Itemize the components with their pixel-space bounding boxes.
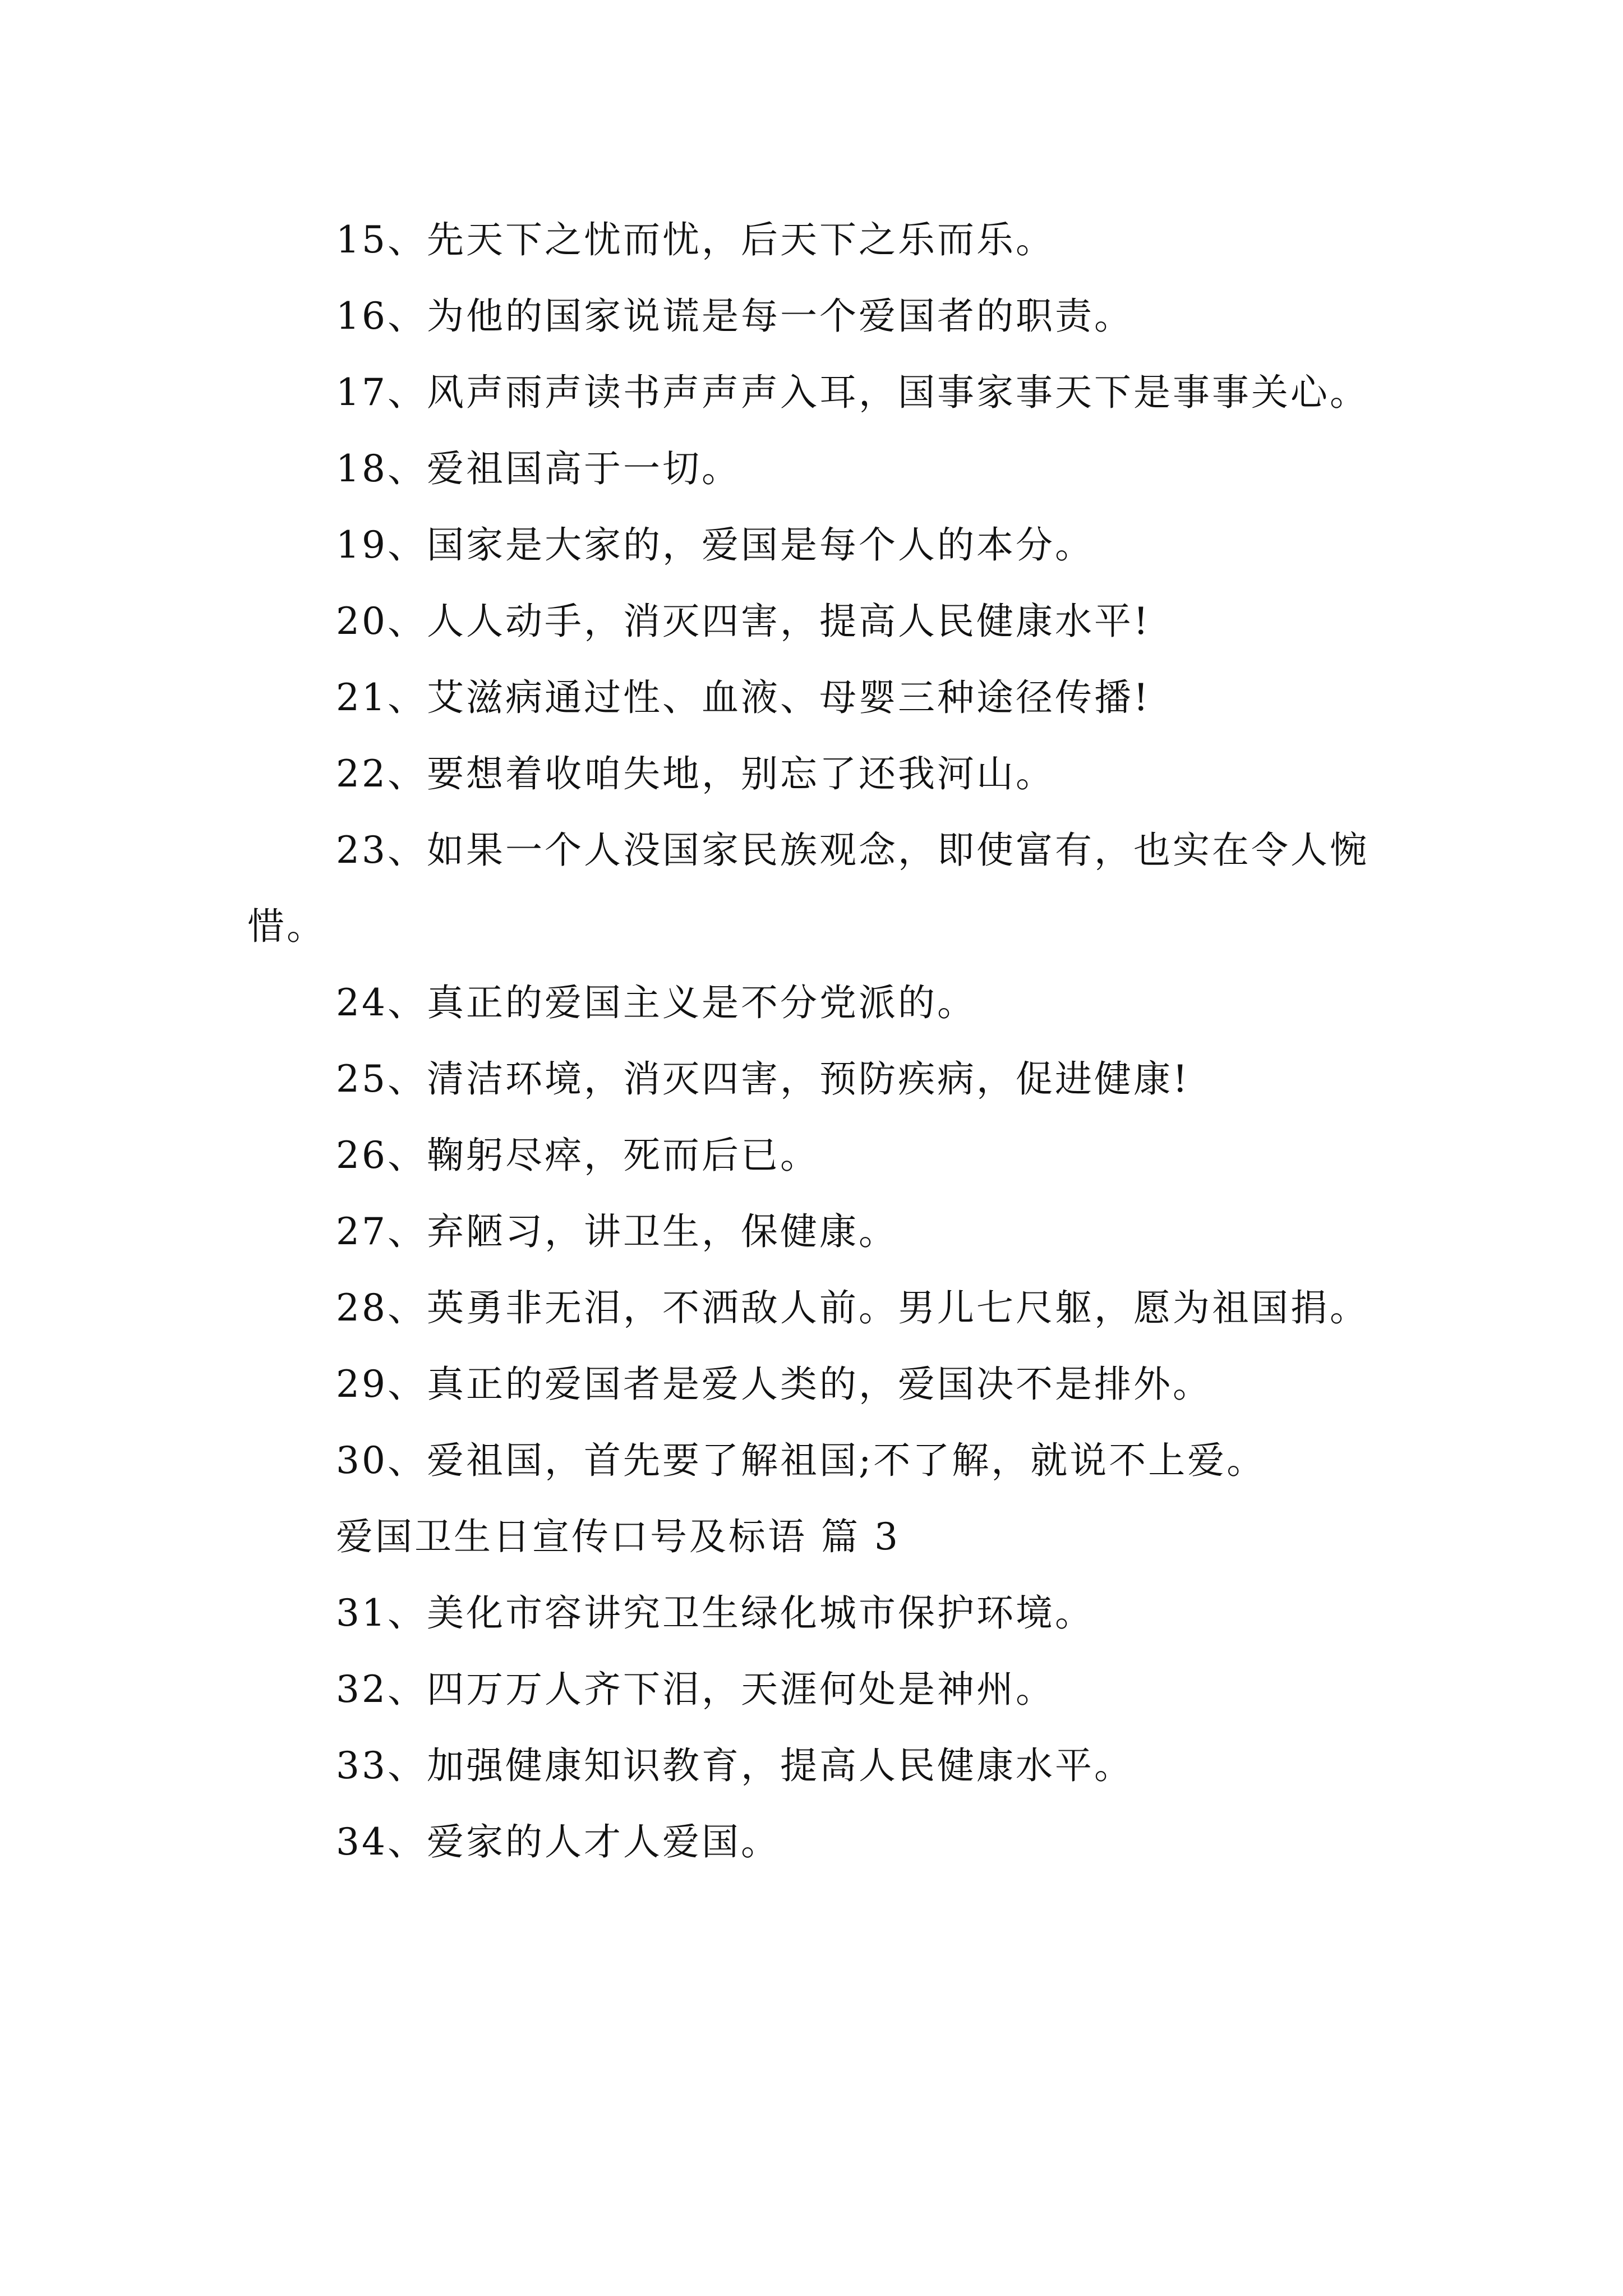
slogan-20: 20、人人动手，消灭四害，提高人民健康水平! (336, 600, 1151, 643)
slogan-19: 19、国家是大家的，爱国是每个人的本分。 (336, 523, 1094, 567)
slogan-33: 33、加强健康知识教育，提高人民健康水平。 (336, 1744, 1133, 1787)
slogan-21: 21、艾滋病通过性、血液、母婴三种途径传播! (336, 676, 1151, 719)
slogan-23: 23、如果一个人没国家民族观念，即使富有，也实在令人惋惜。 (247, 829, 1369, 948)
slogan-31: 31、美化市容讲究卫生绿化城市保护环境。 (336, 1591, 1094, 1635)
slogan-30: 30、爱祖国，首先要了解祖国;不了解，就说不上爱。 (336, 1439, 1266, 1482)
slogan-26: 26、鞠躬尽瘁，死而后已。 (336, 1134, 819, 1177)
slogan-16: 16、为他的国家说谎是每一个爱国者的职责。 (336, 295, 1133, 338)
section-heading: 爱国卫生日宣传口号及标语 篇 3 (336, 1515, 900, 1558)
slogan-18: 18、爱祖国高于一切。 (336, 447, 741, 490)
slogan-24: 24、真正的爱国主义是不分党派的。 (336, 981, 976, 1024)
slogan-15: 15、先天下之忧而忧，后天下之乐而乐。 (336, 218, 1055, 261)
slogan-28: 28、英勇非无泪，不洒敌人前。男儿七尺躯，愿为祖国捐。 (336, 1286, 1369, 1329)
slogan-27: 27、弃陋习，讲卫生，保健康。 (336, 1210, 898, 1253)
slogan-25: 25、清洁环境，消灭四害，预防疾病，促进健康! (336, 1057, 1190, 1101)
slogan-22: 22、要想着收咱失地，别忘了还我河山。 (336, 752, 1055, 795)
slogan-17: 17、风声雨声读书声声声入耳，国事家事天下是事事关心。 (336, 371, 1369, 414)
slogan-34: 34、爱家的人才人爱国。 (336, 1820, 780, 1864)
document-body (247, 202, 1380, 1880)
slogan-32: 32、四万万人齐下泪，天涯何处是神州。 (336, 1668, 1055, 1711)
slogan-29: 29、真正的爱国者是爱人类的，爱国决不是排外。 (336, 1363, 1212, 1406)
